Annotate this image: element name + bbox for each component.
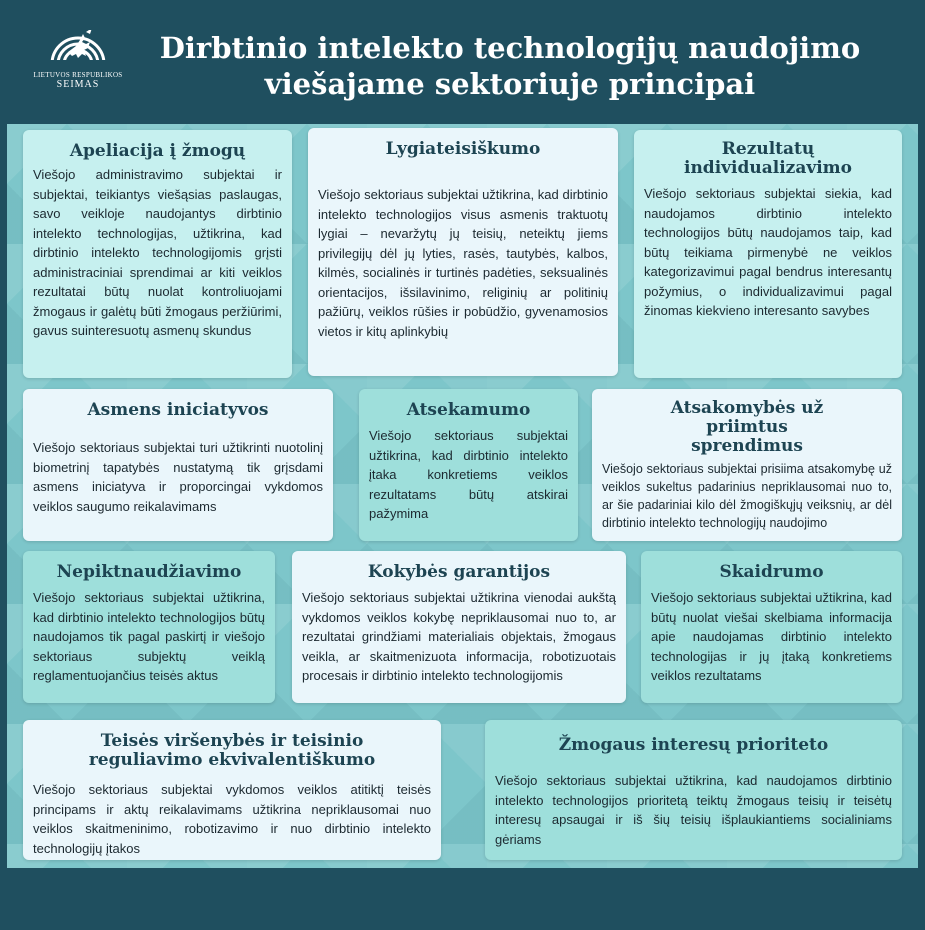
card-teises-virsenybes — [23, 720, 441, 860]
card-text: Viešojo sektoriaus subjektai turi užtikrinti nuotolinį biometrinį tapatybės nustatymą tik grįsdami asmens iniciatyva ir proporcingai vykdomos veiklos saugumo reikalavimams — [33, 440, 323, 514]
card-title: Atsakomybės už priimtus sprendimus — [670, 398, 824, 456]
card-title: Nepiktnaudžiavimo — [56, 562, 242, 582]
card-title: Kokybės garantijos — [367, 562, 551, 582]
card-apeliacija — [23, 130, 292, 378]
card-skaidrumo — [641, 551, 902, 703]
card-title: Atsekamumo — [406, 400, 531, 420]
seimas-logo — [28, 30, 128, 100]
card-title: Asmens iniciatyvos — [87, 400, 269, 420]
vytis-emblem-icon — [46, 30, 110, 70]
card-text: Viešojo administravimo subjektai ir subjektai, teikiantys viešąsias paslaugas, savo veikloje naudojantys dirbtinio intelekto technologijas, užtikrina, kad dirbtinio intelekto technologijomis grįsti administraciniai sprendimai ar kiti veiklos rezultatai būtų nuolat kontroliuojami žmogaus ir galėtų būti žmogaus peržiūrimi, gavus suinteresuotų asmenų skundus — [33, 167, 282, 338]
card-asmens-iniciatyvos — [23, 389, 333, 541]
card-title: Lygiateisiškumo — [385, 139, 541, 159]
card-text: Viešojo sektoriaus subjektai vykdomos veiklos atitiktį teisės principams ir aktų reikalavimams užtikrina nepriklausomai nuo veiklos skaitmeninimo, robotizavimo ir nuo dirbtinio intelekto technologijų įtakos — [33, 782, 431, 856]
card-kokybes-garantijos — [292, 551, 626, 703]
card-title: Rezultatų individualizavimo — [683, 139, 852, 178]
card-atsekamumo — [359, 389, 578, 541]
card-rezultatu — [634, 130, 902, 378]
card-title: Apeliacija į žmogų — [69, 141, 246, 161]
card-text: Viešojo sektoriaus subjektai užtikrina, kad dirbtinio intelekto technologijos būtų naudojamos tik pagal paskirtį ir viešojo sektoriaus subjektų veiklą reglamentuojančius teisės aktus — [33, 590, 265, 683]
card-text: Viešojo sektoriaus subjektai užtikrina, kad būtų nuolat viešai skelbiama informacija apie naudojamas dirbtinio intelekto technologijas ir jų įtaką konkretiems veiklos rezultatams — [651, 590, 892, 683]
card-title: Teisės viršenybės ir teisinio reguliavimo ekvivalentiškumo — [88, 731, 376, 770]
logo-line-1: LIETUVOS RESPUBLIKOS — [33, 71, 123, 79]
card-title: Skaidrumo — [719, 562, 824, 582]
page-title: Dirbtinio intelekto technologijų naudojimo viešajame sektoriuje principai — [159, 31, 861, 101]
card-title: Žmogaus interesų prioriteto — [558, 735, 829, 755]
card-text: Viešojo sektoriaus subjektai užtikrina, kad naudojamos dirbtinio intelekto technologijos prioritetą teiktų žmogaus teisių ir teisėtų interesų apsaugai ir iš šių teisių išplaukiantiems socialiniams gėriams — [495, 773, 892, 847]
card-text: Viešojo sektoriaus subjektai užtikrina, kad dirbtinio intelekto technologijos visus asmenis traktuotų lygiai – nevaržytų jų teisių, neteiktų jiems privilegijų dėl jų lyties, rasės, tautybės, kalbos, kilmės, socialinės ir turtinės padėties, seksualinės orientacijos, išsilavinimo, religinių ar politinių pažiūrų, veiklos rūšies ir pobūdžio, gyvenamosios vietos ir kitų aplinkybių — [318, 187, 608, 339]
card-lygiateisiskumo — [308, 128, 618, 376]
card-nepiktnaudziavimo — [23, 551, 275, 703]
card-text: Viešojo sektoriaus subjektai prisiima atsakomybę už veiklos sukeltus padarinius nepriklausomai nuo to, ar šie padariniai kilo dėl žmogiškųjų veiksnių, ar dėl dirbtinio intelekto technologijų naudojimo — [602, 462, 892, 530]
card-zmogaus-interesu — [485, 720, 902, 860]
card-text: Viešojo sektoriaus subjektai užtikrina vienodai aukštą vykdomos veiklos kokybę nepriklausomai nuo to, ar rezultatai grindžiami materialiais objektais, žmogaus veikla, ar skaitmenizuota informacija, robotizuotais procesais ir dirbtinio intelekto technologijomis — [302, 590, 616, 683]
footer-band — [0, 868, 925, 930]
card-text: Viešojo sektoriaus subjektai siekia, kad naudojamos dirbtinio intelekto technologijos būtų naudojamos taip, kad būtų teikiama pirmenybė ne veiklos kategorizavimui pagal bendrus interesantų požymius, o individualizavimui pagal žinomas kiekvieno interesanto savybes — [644, 186, 892, 318]
header — [0, 0, 925, 118]
card-text: Viešojo sektoriaus subjektai užtikrina, kad dirbtinio intelekto įtaka konkretiems veiklos rezultatams būtų atskirai pažymima — [369, 428, 568, 521]
card-atsakomybes — [592, 389, 902, 541]
logo-line-2: SEIMAS — [56, 79, 100, 90]
